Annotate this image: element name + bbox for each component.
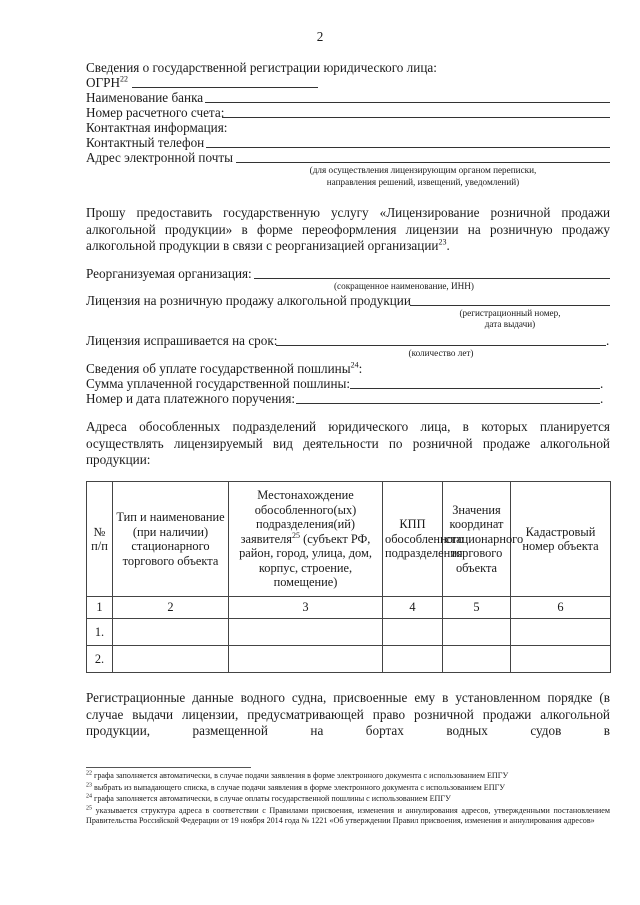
table-header-row (87, 482, 611, 597)
header-number: № п/п (87, 482, 113, 597)
fee-sum-field[interactable] (350, 388, 600, 389)
table-cell[interactable] (229, 646, 383, 673)
payment-order-field[interactable] (296, 403, 600, 404)
license-note-2: дата выдачи) (484, 319, 536, 329)
table-number-row (87, 597, 611, 619)
reorg-org-note: (сокращенное наименование, ИНН) (333, 281, 474, 291)
payment-order-label: Номер и дата платежного поручения: (86, 391, 296, 406)
table-row (87, 619, 611, 646)
email-label: Адрес электронной почты (86, 150, 233, 165)
payment-order-end: . (600, 391, 604, 406)
contact-label: Контактная информация: (86, 120, 228, 135)
account-field[interactable] (222, 117, 610, 118)
table-row (87, 646, 611, 673)
footnote-ref-22: 22 (120, 74, 129, 84)
header-location: Местонахождение обособленного(ых) подразделения(ий) заявителя$^{25}$ (субъект РФ, район, город, улица, дом, корпус, строение, помещение) (229, 482, 383, 597)
license-label: Лицензия на розничную продажу алкогольной продукции (86, 293, 411, 308)
branches-paragraph: Адреса обособленных подразделений юридического лица, в которых планируется осуществлять лицензируемый вид деятельности по розничной продаже алкогольной продукции: (86, 419, 610, 468)
row-number: 2. (87, 646, 113, 673)
footnote-22: $^{22}$ графа заполняется автоматически, в случае подачи заявления в форме электронного документа с использованием ЕПГУ (86, 770, 509, 780)
table-cell[interactable] (229, 619, 383, 646)
bank-label: Наименование банка (86, 90, 204, 105)
fee-heading: Сведения об уплате государственной пошлины$^{24}$: (86, 360, 363, 376)
phone-label: Контактный телефон (86, 135, 205, 150)
col-number: 5 (443, 597, 511, 619)
ogrn-field[interactable] (132, 87, 318, 88)
table-cell[interactable] (511, 646, 611, 673)
email-note-2: направления решений, извещений, уведомлений) (326, 177, 520, 187)
col-number: 1 (87, 597, 113, 619)
table-cell[interactable] (511, 619, 611, 646)
table-cell[interactable] (383, 619, 443, 646)
footnotes (86, 771, 610, 827)
header-cadastral: Кадастровый номер объекта (511, 482, 611, 597)
email-note-1: (для осуществления лицензирующим органом переписки, (309, 165, 537, 175)
fee-sum-end: . (600, 376, 604, 391)
page-number: 2 (316, 29, 324, 44)
col-number: 4 (383, 597, 443, 619)
header-coordinates: Значения координат стационарного торгового объекта (443, 482, 511, 597)
license-field[interactable] (410, 305, 610, 306)
col-number: 2 (113, 597, 229, 619)
reorg-org-label: Реорганизуемая организация: (86, 266, 252, 281)
account-label: Номер расчетного счета: (86, 105, 225, 120)
ogrn-label: ОГРН$^{22}$ (86, 74, 129, 90)
phone-field[interactable] (206, 147, 610, 148)
term-field[interactable] (276, 345, 606, 346)
table-cell[interactable] (443, 619, 511, 646)
footnote-23: $^{23}$ выбрать из выпадающего списка, в случае подачи заявления в форме электронного документа с использованием ЕПГУ (86, 781, 505, 792)
vessel-paragraph: Регистрационные данные водного судна, присвоенные ему в установленном порядке (в случае выдачи лицензии, предусматривающей право розничной продажи алкогольной продукции, размещенной на бортах водных судов в (86, 690, 610, 739)
fee-sum-label: Сумма уплаченной государственной пошлины: (86, 376, 351, 391)
footnote-24: $^{24}$ графа заполняется автоматически, в случае оплаты государственной пошлины с использованием ЕПГУ (86, 793, 451, 803)
footnote-ref-25: 25 (291, 530, 300, 540)
request-paragraph: Прошу предоставить государственную услугу «Лицензирование розничной продажи алкогольной продукции» в форме переоформления лицензии на розничную продажу алкогольной продукции в связи с реорганизацией организации$^{23}$. (86, 205, 610, 254)
col-number: 3 (229, 597, 383, 619)
term-end: . (606, 333, 610, 348)
branches-table (86, 481, 611, 673)
term-note: (количество лет) (408, 348, 474, 358)
reorg-org-field[interactable] (254, 278, 610, 279)
header-object-type: Тип и наименование (при наличии) стационарного торгового объекта (113, 482, 229, 597)
term-label: Лицензия испрашивается на срок: (86, 333, 278, 348)
footnote-25: $^{25}$ указывается структура адреса в соответствии с Правилами присвоения, изменения и аннулирования адресов, утвержденными постановлением Правительства Российской Федерации от 19 ноября 2014 года № 1221 «Об утверждении Правил присвоения, изменения и аннулирования адресов» (86, 804, 610, 825)
header-kpp: КПП обособленного подразделения (383, 482, 443, 597)
registration-heading: Сведения о государственной регистрации юридического лица: (86, 60, 437, 75)
table-cell[interactable] (443, 646, 511, 673)
col-number: 6 (511, 597, 611, 619)
bank-field[interactable] (205, 102, 610, 103)
table-cell[interactable] (113, 619, 229, 646)
footnote-ref-24: 24 (350, 360, 359, 370)
table-cell[interactable] (113, 646, 229, 673)
email-field[interactable] (236, 162, 610, 163)
row-number: 1. (87, 619, 113, 646)
license-note-1: (регистрационный номер, (459, 308, 561, 318)
footnote-ref-23: 23 (438, 237, 447, 247)
footnote-separator (86, 767, 251, 768)
table-cell[interactable] (383, 646, 443, 673)
